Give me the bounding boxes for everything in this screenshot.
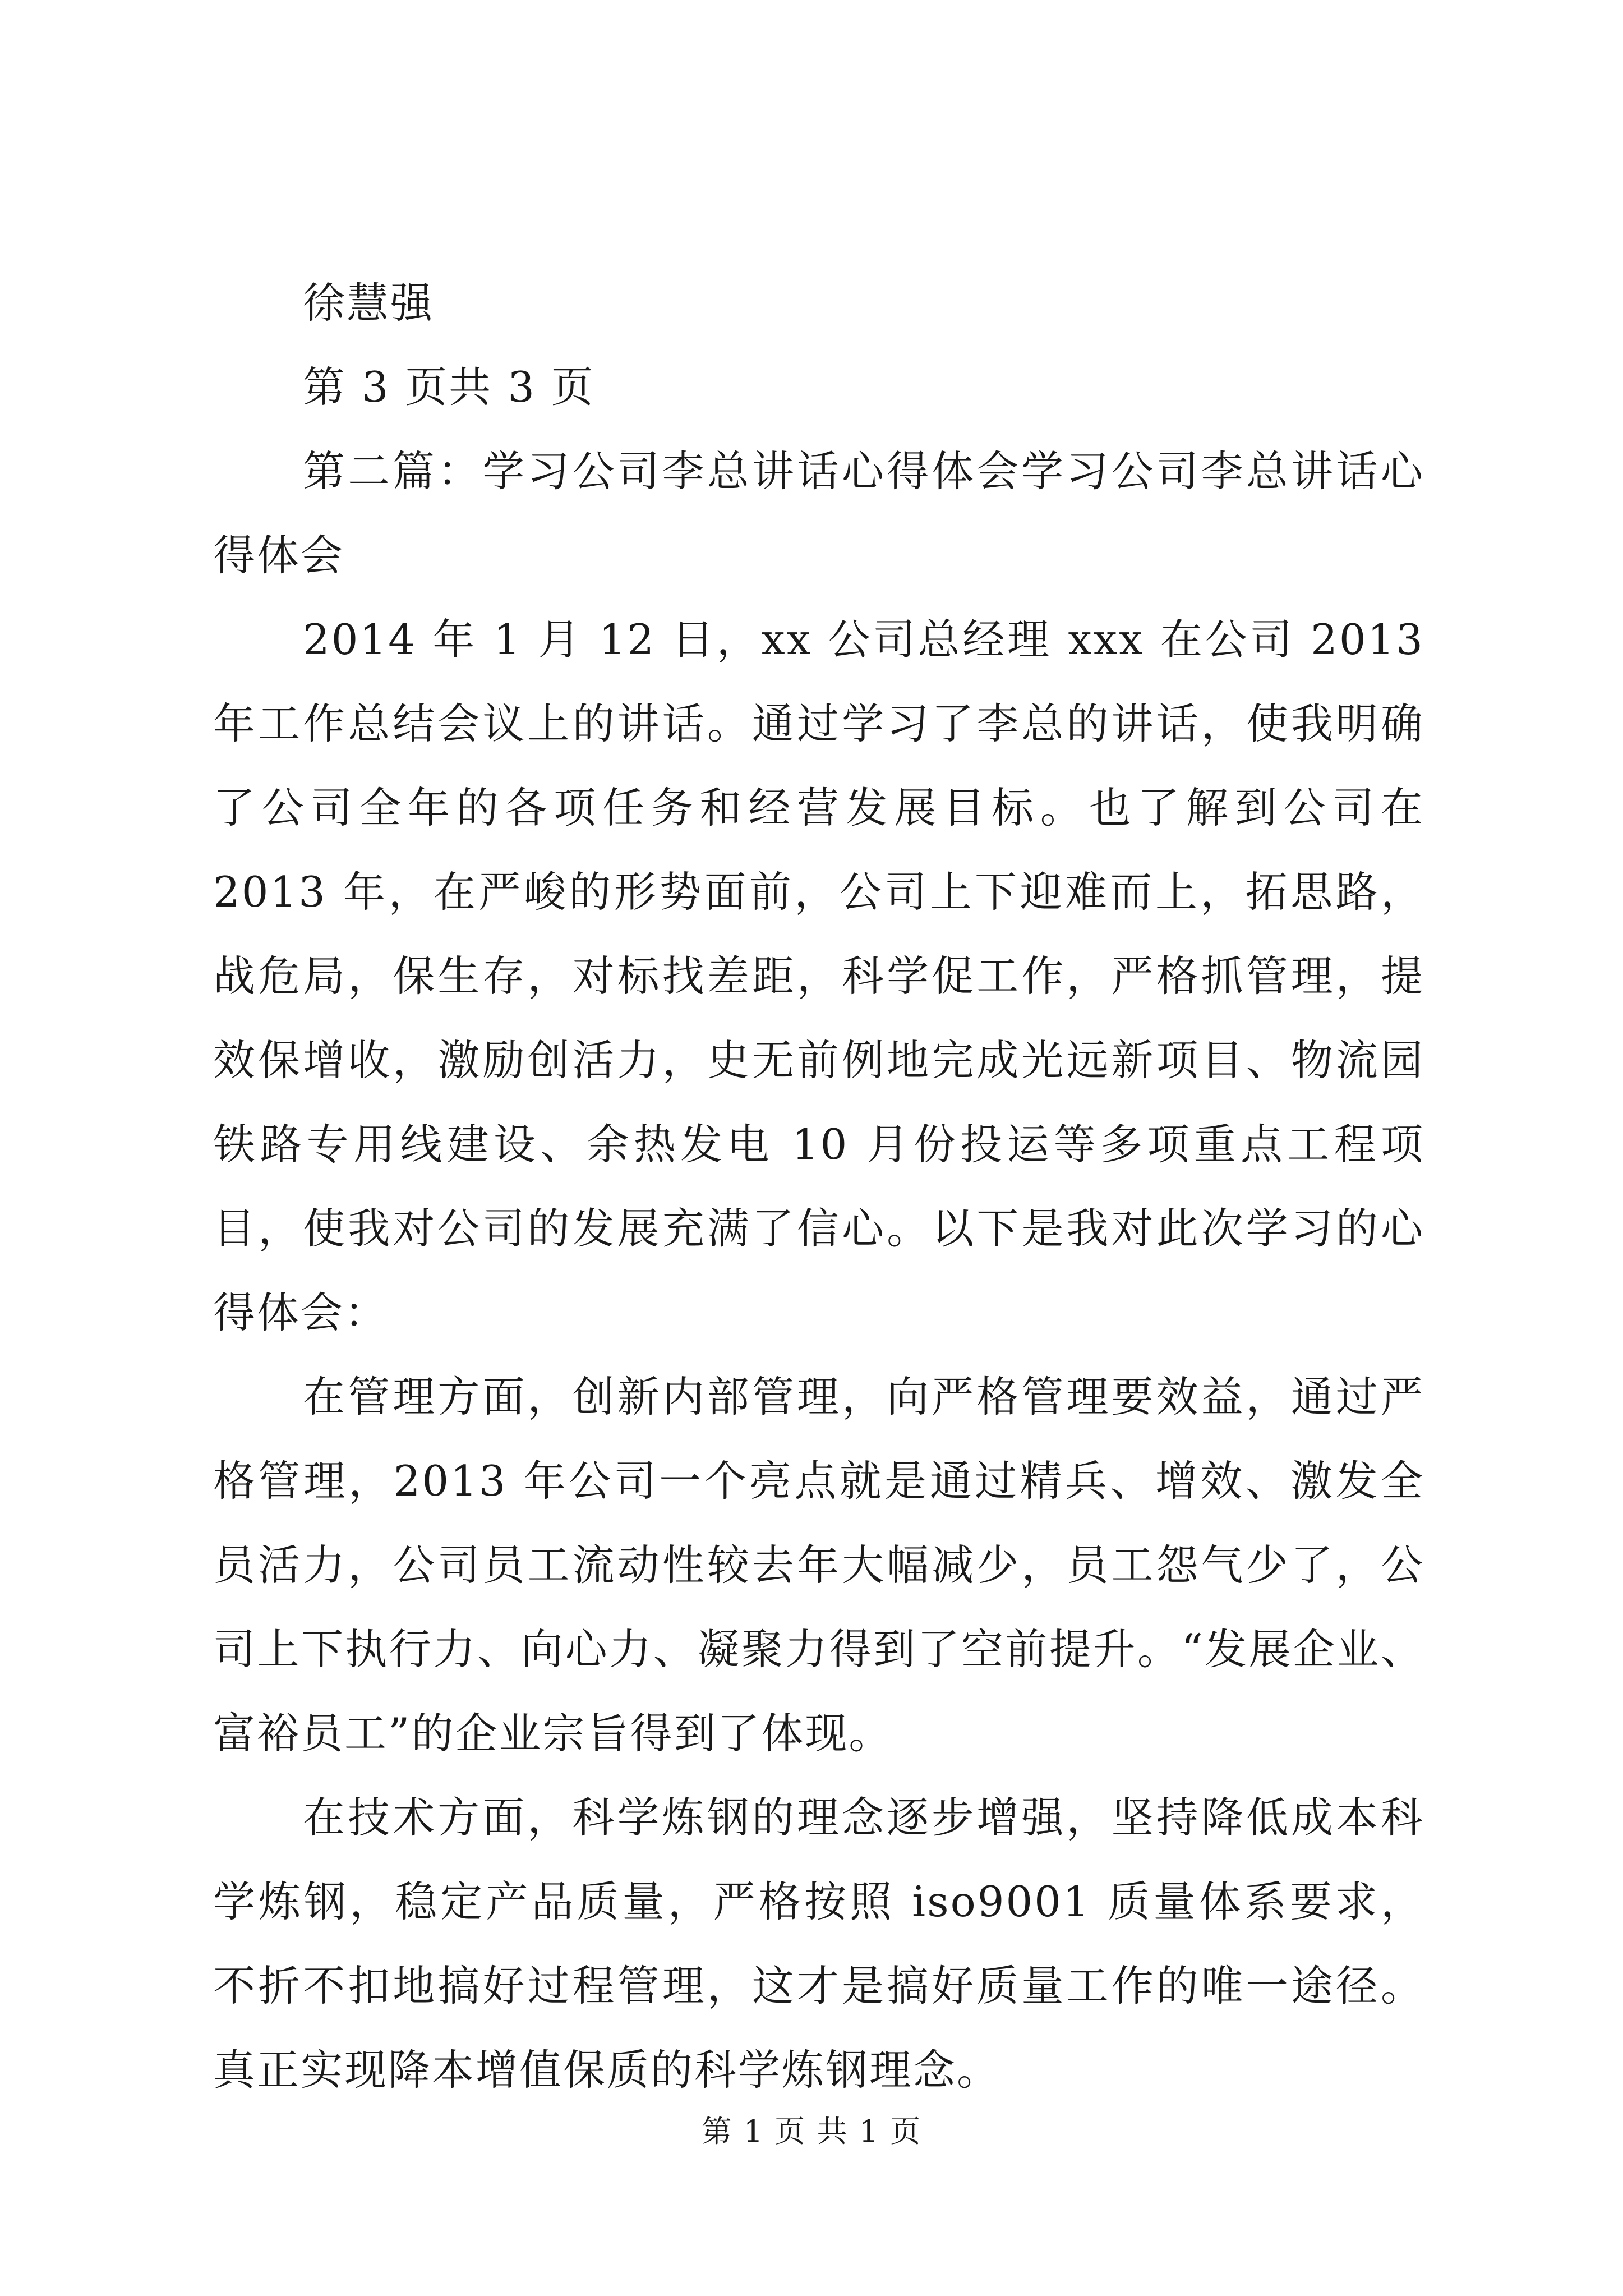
- paragraph-management: 在管理方面，创新内部管理，向严格管理要效益，通过严格管理，2013 年公司一个亮点就是通过精兵、增效、激发全员活力，公司员工流动性较去年大幅减少，员工怨气少了，公司上下执行力、向心力、凝聚力得到了空前提升。“发展企业、富裕员工”的企业宗旨得到了体现。: [213, 1372, 1424, 1758]
- page-footer: 第 1 页 共 1 页: [701, 2114, 922, 2149]
- paragraph-technology: 在技术方面，科学炼钢的理念逐步增强，坚持降低成本科学炼钢，稳定产品质量，严格按照 iso9001 质量体系要求，不折不扣地搞好过程管理，这才是搞好质量工作的唯一途径。真正实现降本增值保质的科学炼钢理念。: [213, 1793, 1424, 2095]
- chapter-title: 第二篇：学习公司李总讲话心得体会学习公司李总讲话心得体会: [213, 447, 1424, 580]
- page-note: 第 3 页共 3 页: [303, 362, 595, 412]
- paragraph-intro: 2014 年 1 月 12 日，xx 公司总经理 xxx 在公司 2013 年工作总结会议上的讲话。通过学习了李总的讲话，使我明确了公司全年的各项任务和经营发展目标。也了解到公司在 2013 年，在严峻的形势面前，公司上下迎难而上，拓思路，战危局，保生存，对标找差距，科学促工作，严格抓管理，提效保增收，激励创活力，史无前例地完成光远新项目、物流园铁路专用线建设、余热发电 10 月份投运等多项重点工程项目，使我对公司的发展充满了信心。以下是我对此次学习的心得体会：: [213, 615, 1424, 1337]
- signature-name: 徐慧强: [303, 278, 435, 328]
- document-body: [213, 261, 1424, 2112]
